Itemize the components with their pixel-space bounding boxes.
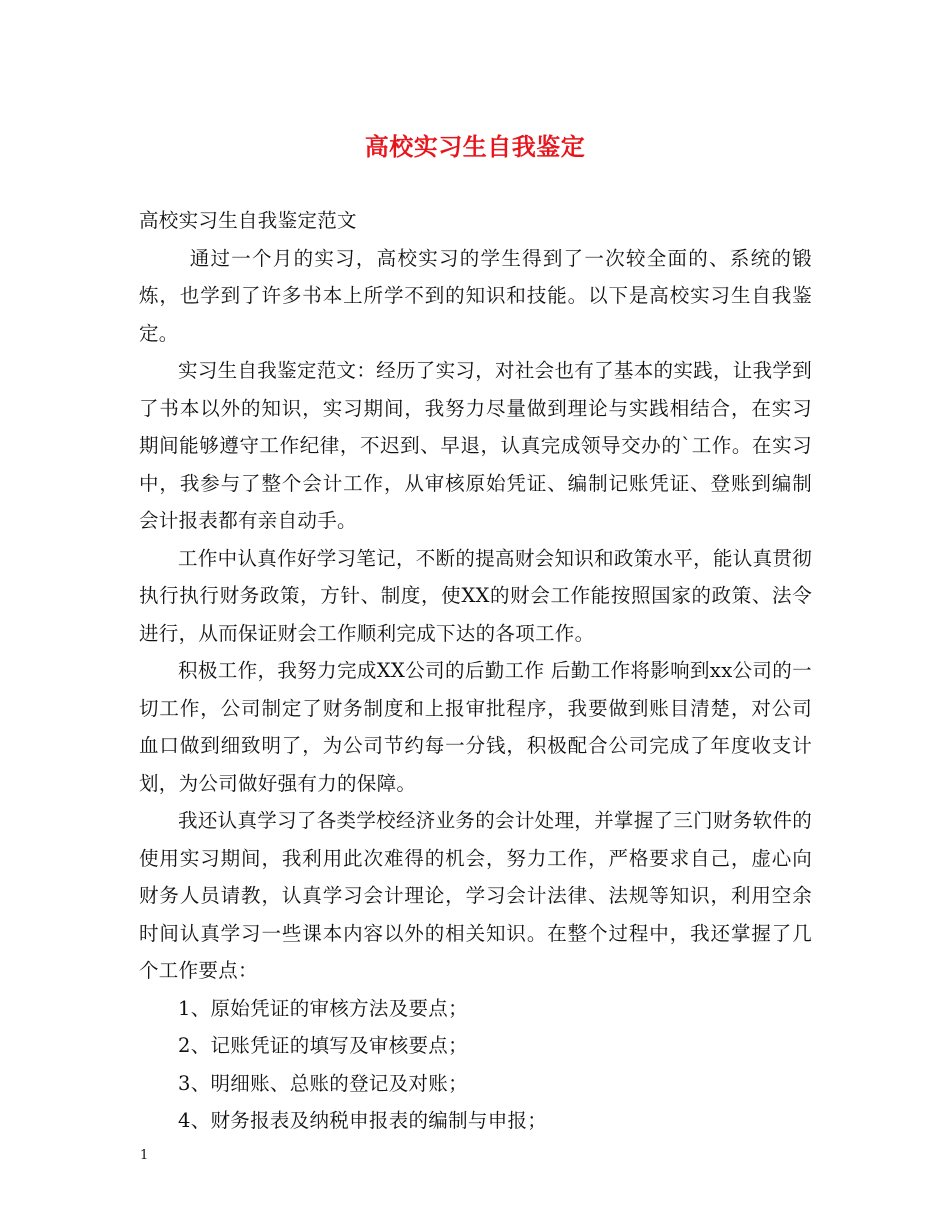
page-number: 1 [140, 1148, 149, 1163]
paragraph-accounting-study: 我还认真学习了各类学校经济业务的会计处理，并掌握了三门财务软件的使用实习期间，我利用此次难得的机会，努力工作，严格要求自己，虚心向财务人员请教，认真学习会计理论，学习会计法律、法规等知识，利用空余时间认真学习一些课本内容以外的相关知识。在整个过程中，我还掌握了几个工作要点： [139, 809, 812, 982]
list-item: 2、记账凭证的填写及审核要点； [178, 1034, 468, 1057]
document-body [139, 202, 812, 1140]
paragraph-intro: 通过一个月的实习，高校实习的学生得到了一次较全面的、系统的锻炼，也学到了许多书本上所学不到的知识和技能。以下是高校实习生自我鉴定。 [139, 246, 812, 345]
list-item: 4、财务报表及纳税申报表的编制与申报； [178, 1109, 548, 1132]
document-subtitle: 高校实习生自我鉴定范文 [139, 209, 357, 232]
paragraph-study-notes: 工作中认真作好学习笔记，不断的提高财会知识和政策水平，能认真贯彻执行执行财务政策，方针、制度，使XX的财会工作能按照国家的政策、法令进行，从而保证财会工作顺利完成下达的各项工作。 [139, 546, 812, 645]
list-item: 3、明细账、总账的登记及对账； [178, 1071, 468, 1095]
list-item: 1、原始凭证的审核方法及要点； [178, 996, 468, 1020]
paragraph-self-assessment: 实习生自我鉴定范文：经历了实习，对社会也有了基本的实践，让我学到了书本以外的知识，实习期间，我努力尽量做到理论与实践相结合，在实习期间能够遵守工作纪律，不迟到、早退，认真完成领导交办的`工作。在实习中，我参与了整个会计工作，从审核原始凭证、编制记账凭证、登账到编制会计报表都有亲自动手。 [139, 359, 812, 532]
paragraph-logistics-work: 积极工作，我努力完成XX公司的后勤工作 后勤工作将影响到xx公司的一切工作，公司制定了财务制度和上报审批程序，我要做到账目清楚，对公司血口做到细致明了，为公司节约每一分钱，积极配合公司完成了年度收支计划，为公司做好强有力的保障。 [139, 659, 812, 795]
document-title: 高校实习生自我鉴定 [364, 132, 586, 161]
